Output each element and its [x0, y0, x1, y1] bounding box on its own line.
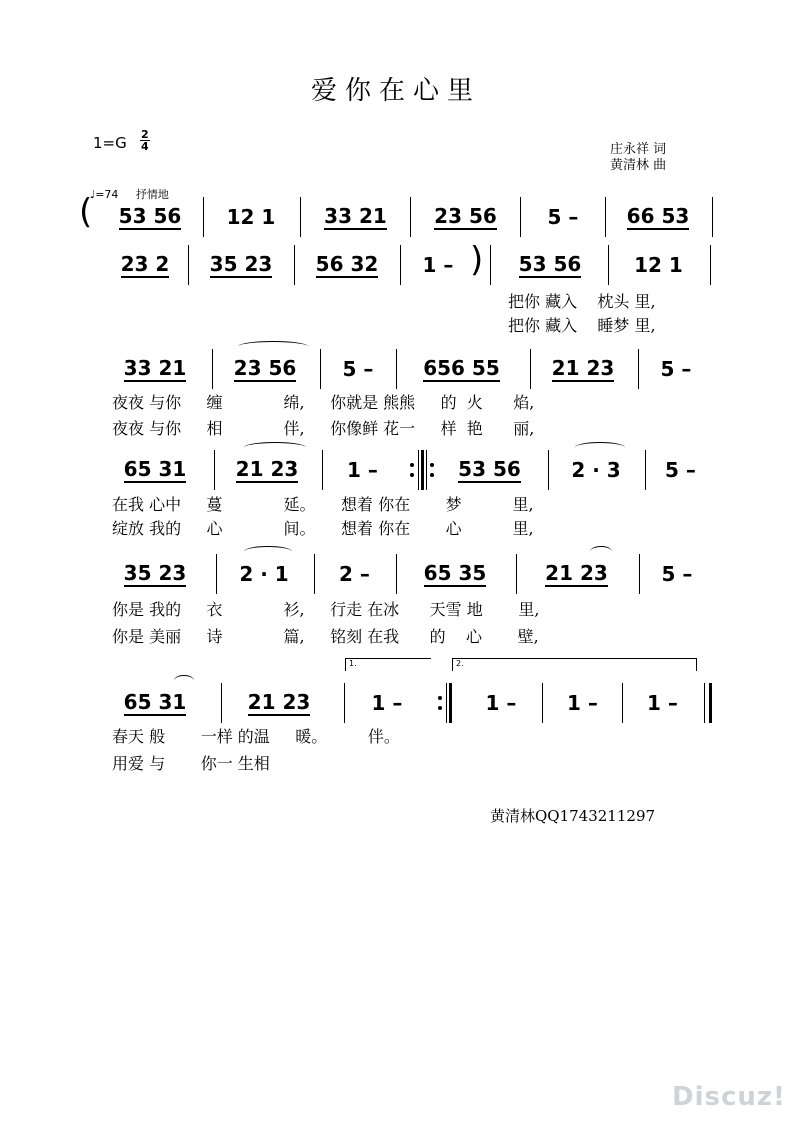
barline [622, 683, 623, 723]
measure [399, 349, 524, 389]
barline [203, 197, 204, 237]
lyric-line-1: 春天 般 一样 的温 暖。 伴。 [112, 727, 400, 746]
song-title: 爱你在心里 [310, 76, 481, 106]
repeat-sign [410, 450, 434, 490]
barline [221, 683, 222, 723]
notes: 65 35 [423, 561, 487, 585]
measure [317, 554, 392, 594]
notes: 53 56 [458, 457, 521, 481]
barline [490, 245, 491, 285]
notes: 65 31 [123, 690, 187, 714]
measure [323, 349, 393, 389]
barline [548, 450, 549, 490]
notes: 1 – [647, 691, 678, 715]
end-repeat-sign [438, 683, 458, 723]
barline [294, 245, 295, 285]
measure [217, 450, 317, 490]
time-top: 2 [141, 128, 149, 141]
notes: 5 – [661, 562, 693, 586]
notes: 1 – [567, 691, 598, 715]
barline [645, 450, 646, 490]
measure [523, 197, 603, 237]
barline [188, 245, 189, 285]
lyric-line-2: 把你 藏入 睡梦 里, [508, 316, 656, 335]
measure [495, 245, 605, 285]
score-system-2 [0, 240, 792, 335]
measure [191, 245, 291, 285]
time-signature [140, 129, 150, 152]
notes: 33 21 [324, 204, 387, 228]
measure [648, 450, 713, 490]
barline [710, 245, 711, 285]
time-bottom: 4 [141, 140, 149, 153]
measure [462, 683, 540, 723]
lyric-line-1: 在我 心中 蔓 延。 想着 你在 梦 里, [112, 495, 534, 514]
measure [100, 197, 200, 237]
barline [300, 197, 301, 237]
barline [212, 349, 213, 389]
notes: 12 1 [634, 253, 683, 277]
measure [325, 450, 400, 490]
close-paren: ) [470, 240, 484, 280]
notes: 23 56 [233, 356, 297, 380]
measure [403, 245, 473, 285]
notes: 5 – [342, 357, 374, 381]
lyric-line-2: 夜夜 与你 相 伴, 你像鲜 花一 样 艳 丽, [112, 419, 535, 438]
barline [638, 349, 639, 389]
barline [320, 349, 321, 389]
barline [396, 349, 397, 389]
notes: 33 21 [123, 356, 187, 380]
watermark: Discuz! [672, 1082, 786, 1112]
notes: 1 – [422, 253, 454, 277]
measure [519, 554, 634, 594]
notes: 21 23 [545, 561, 608, 585]
measure [347, 683, 427, 723]
notes: 5 – [660, 357, 692, 381]
lyricist-credit: 庄永祥 词 [610, 142, 667, 157]
measure [206, 197, 296, 237]
barline [400, 245, 401, 285]
lyric-line-2: 用爱 与 你一 生相 [112, 754, 270, 773]
measure [224, 683, 334, 723]
notes: 23 56 [434, 204, 497, 228]
notes: 23 2 [120, 252, 170, 276]
notes: 21 23 [247, 690, 311, 714]
notes: 2 · 1 [239, 562, 289, 586]
measure [215, 349, 315, 389]
measure [533, 349, 633, 389]
lyric-line-1: 把你 藏入 枕头 里, [508, 292, 656, 311]
second-ending-bracket: 2. [452, 658, 697, 671]
notes: 53 56 [118, 204, 182, 228]
measure [551, 450, 641, 490]
measure [105, 450, 205, 490]
barline [542, 683, 543, 723]
measure [219, 554, 309, 594]
barline [410, 197, 411, 237]
score-system-6 [0, 683, 792, 773]
barline [216, 554, 217, 594]
expression-mark: 抒情地 [135, 188, 169, 201]
measure [105, 349, 205, 389]
measure [297, 245, 397, 285]
barline [608, 245, 609, 285]
measure [105, 245, 185, 285]
notes: 1 – [371, 691, 403, 715]
first-ending-bracket: 1. [345, 658, 431, 671]
barline [530, 349, 531, 389]
open-paren: ( [79, 192, 93, 232]
notes: 53 56 [518, 252, 582, 276]
barline [639, 554, 640, 594]
score-system-4 [0, 450, 792, 538]
notes: 2 · 3 [571, 458, 621, 482]
lyric-line-1: 你是 我的 衣 衫, 行走 在冰 天雪 地 里, [112, 600, 540, 619]
composer-credit: 黄清林 曲 [610, 158, 667, 173]
barline [214, 450, 215, 490]
notes: 5 – [665, 458, 696, 482]
notes: 56 32 [315, 252, 379, 276]
key-signature: 1=G [93, 134, 127, 152]
notes: 35 23 [123, 561, 187, 585]
final-barline [704, 683, 714, 723]
measure [625, 683, 700, 723]
notes: 66 53 [626, 204, 690, 228]
measure [642, 554, 712, 594]
notes: 656 55 [423, 356, 500, 380]
measure [303, 197, 408, 237]
measure [641, 349, 711, 389]
measure [437, 450, 542, 490]
barline [516, 554, 517, 594]
measure [399, 554, 511, 594]
measure [105, 554, 205, 594]
measure [105, 683, 205, 723]
measure [413, 197, 518, 237]
measure [608, 197, 708, 237]
notes: 1 – [485, 691, 517, 715]
score-system-3 [0, 349, 792, 438]
barline [344, 683, 345, 723]
barline [520, 197, 521, 237]
measure [545, 683, 620, 723]
notes: 21 23 [551, 356, 615, 380]
arranger-signature: 黄清林QQ1743211297 [490, 807, 656, 825]
barline [605, 197, 606, 237]
lyric-line-1: 夜夜 与你 缠 绵, 你就是 熊熊 的 火 焰, [112, 393, 535, 412]
lyric-line-2: 绽放 我的 心 间。 想着 你在 心 里, [112, 519, 534, 538]
tempo-value: ♩=74 [90, 188, 119, 201]
measure [611, 245, 706, 285]
notes: 1 – [347, 458, 378, 482]
barline [322, 450, 323, 490]
barline [712, 197, 713, 237]
notes: 35 23 [209, 252, 273, 276]
notes: 12 1 [226, 205, 276, 229]
lyric-line-2: 你是 美丽 诗 篇, 铭刻 在我 的 心 壁, [112, 627, 539, 646]
barline [396, 554, 397, 594]
barline [314, 554, 315, 594]
notes: 65 31 [123, 457, 187, 481]
notes: 21 23 [235, 457, 299, 481]
notes: 5 – [547, 205, 579, 229]
notes: 2 – [339, 562, 370, 586]
score-system-5 [0, 554, 792, 646]
